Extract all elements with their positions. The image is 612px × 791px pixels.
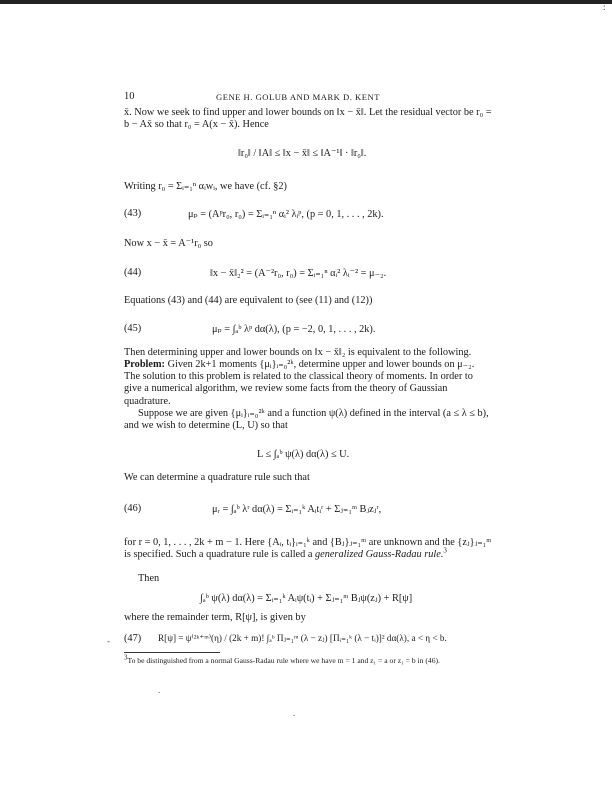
for-r-text: for r = 0, 1, . . . , 2k + m − 1. Here {Aᵢ, tᵢ}ᵢ₌₁ᵏ and {Bⱼ}ⱼ₌₁ᵐ are unknown and the {zⱼ}ⱼ₌₁ᵐ is specified. Such a quadrature rule is called a: [124, 537, 492, 561]
then-line: Then: [138, 573, 160, 584]
running-title: GENE H. GOLUB AND MARK D. KENT: [216, 92, 380, 102]
equation-46: μᵣ = ∫ₐᵇ λʳ dα(λ) = Σᵢ₌₁ᵏ Aᵢtᵢʳ + Σⱼ₌₁ᵐ Bⱼzⱼʳ,: [212, 504, 382, 515]
inequality-bounds: L ≤ ∫ₐᵇ ψ(λ) dα(λ) ≤ U.: [257, 449, 350, 460]
page-number: 10: [124, 91, 135, 102]
footnote: [124, 653, 492, 665]
equation-43: μₚ = (Aᵖr₀, r₀) = Σᵢ₌₁ⁿ αᵢ² λᵢᵖ, (p = 0, 1, . . . , 2k).: [188, 209, 384, 220]
problem-paragraph: [124, 359, 492, 408]
problem-label: Problem:: [124, 359, 165, 370]
eq-44-label: (44): [124, 267, 142, 278]
eq-46-label: (46): [124, 503, 142, 514]
gauss-radau-term: generalized Gauss-Radau rule.: [315, 549, 444, 561]
scan-speck: .: [158, 685, 161, 695]
equation-47: R[ψ] = ψ⁽²ᵏ⁺ᵐ⁾(η) / (2k + m)! ∫ₐᵇ Πⱼ₌₁ᵐ (λ − zⱼ) [Πᵢ₌₁ᵏ (λ − tᵢ)]² dα(λ), a < η < b.: [158, 633, 447, 643]
scan-speck: .: [293, 708, 296, 718]
footnote-text: To be distinguished from a normal Gauss-Radau rule where we have m = 1 and z₁ = a or z₁ = b in (46).: [127, 656, 440, 665]
for-r-paragraph: [124, 537, 492, 561]
eq-47-label: (47): [124, 633, 142, 644]
writing-line: Writing r₀ = Σᵢ₌₁ⁿ αᵢwᵢ, we have (cf. §2): [124, 181, 287, 192]
scan-artifact: :: [603, 2, 606, 12]
suppose-paragraph: Suppose we are given {μᵢ}ᵢ₌₀²ᵏ and a function ψ(λ) defined in the interval (a ≤ λ ≤ b), and we wish to determine (L, U) so that: [124, 408, 489, 432]
equivalence-line: Equations (43) and (44) are equivalent to (see (11) and (12)): [124, 295, 373, 306]
then-determining-line: Then determining upper and lower bounds on ‖x − x̄‖₂ is equivalent to the following.: [124, 347, 472, 358]
quadrature-intro: We can determine a quadrature rule such that: [124, 472, 310, 483]
problem-text: Given 2k+1 moments {μᵢ}ᵢ₌₀²ᵏ, determine upper and lower bounds on μ₋₂. The solution to this problem is related to the classical theory of moments. In order to give a numerical algorithm, we review some facts from the theory of Gaussian quadrature.: [124, 359, 475, 407]
remainder-line: where the remainder term, R[ψ], is given by: [124, 612, 306, 623]
equation-quadrature-remainder: ∫ₐᵇ ψ(λ) dα(λ) = Σᵢ₌₁ᵏ Aᵢψ(tᵢ) + Σⱼ₌₁ᵐ Bⱼψ(zⱼ) + R[ψ]: [200, 593, 413, 604]
footnote-rule: [124, 652, 220, 653]
equation-45: μₚ = ∫ₐᵇ λᵖ dα(λ), (p = −2, 0, 1, . . . , 2k).: [212, 324, 376, 335]
eq-45-label: (45): [124, 323, 142, 334]
equation-44: ‖x − x̄‖₂² = (A⁻²r₀, r₀) = Σᵢ₌₁ⁿ αᵢ² λᵢ⁻² = μ₋₂.: [210, 268, 387, 279]
inequality-residual: ‖r₀‖ / ‖A‖ ≤ ‖x − x̄‖ ≤ ‖A⁻¹‖ · ‖r₀‖.: [238, 148, 367, 159]
eq-43-label: (43): [124, 208, 142, 219]
footnote-ref: 3: [443, 546, 447, 555]
footnote-mark: 3: [124, 653, 128, 662]
scan-speck: -: [107, 636, 110, 646]
paragraph-intro: x̄. Now we seek to find upper and lower bounds on ‖x − x̄‖. Let the residual vector be r₀ = b − Ax̄ so that r₀ = A(x − x̄). Hence: [124, 107, 492, 131]
now-line: Now x − x̄ = A⁻¹r₀ so: [124, 238, 213, 249]
